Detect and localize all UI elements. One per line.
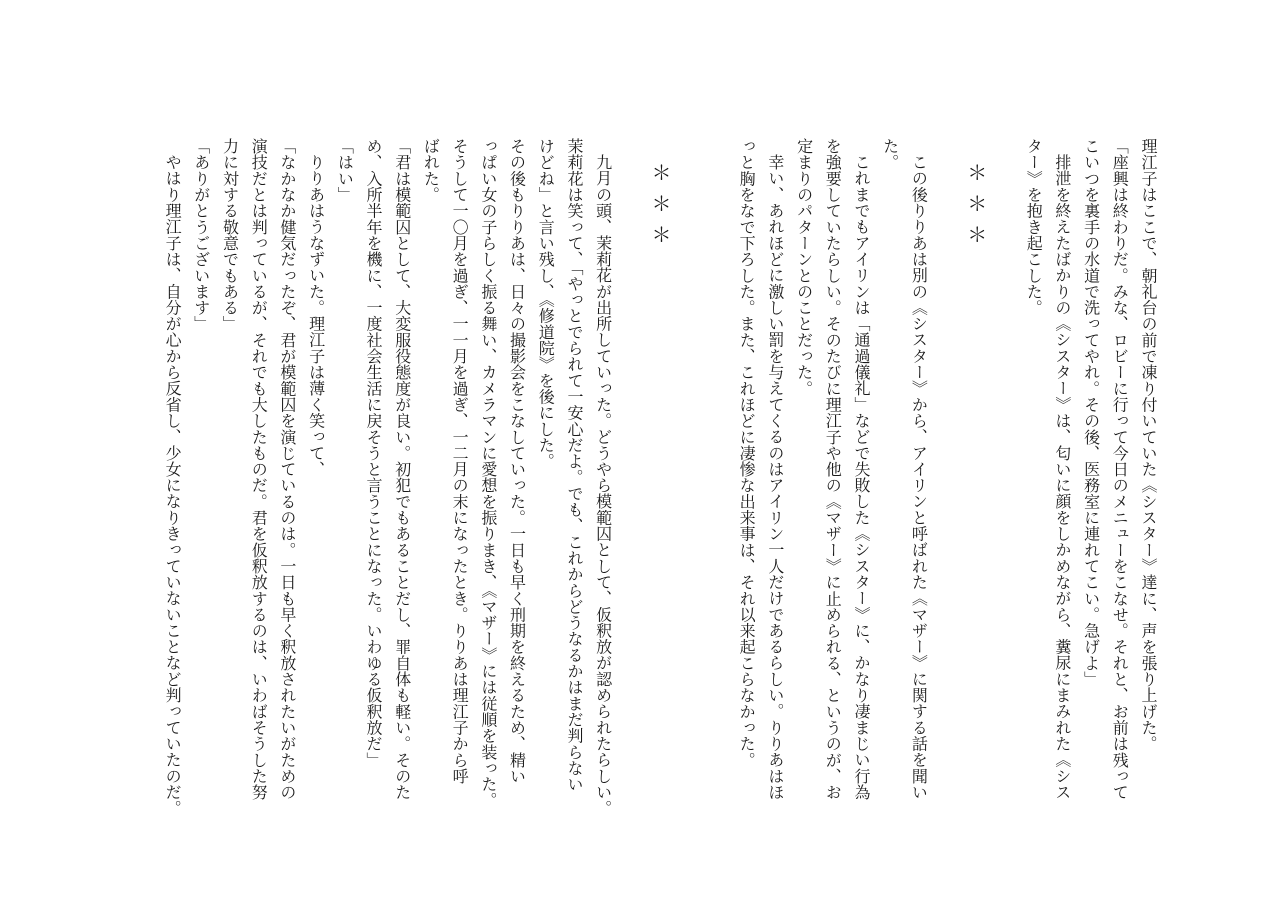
- text-line: この後りりあは別の《シスター》から、アイリンと呼ばれた《マザー》に関する話を聞い: [909, 154, 929, 800]
- section-separator: ＊＊＊: [648, 162, 673, 255]
- text-line: これまでもアイリンは「通過儀礼」などで失敗した《シスター》に、かなり凄まじい行為: [851, 154, 871, 800]
- text-line: その後もりりあは、日々の撮影会をこなしていった。一日も早く刑期を終えるため、精い: [507, 138, 527, 784]
- text-line: た。: [880, 138, 900, 171]
- text-line: 「座興は終わりだ。みな、ロビーに行って今日のメニューをこなせ。それと、お前は残って: [1110, 138, 1130, 801]
- text-line: 幸い、あれほどに激しい罰を与えてくるのはアイリン一人だけであるらしい。りりあはほ: [765, 154, 785, 800]
- text-line: 理江子はここで、朝礼台の前で凍り付いていた《シスター》達に、声を張り上げた。: [1139, 138, 1158, 752]
- vertical-text-body: [157, 138, 1162, 817]
- text-line: こいつを裏手の水道で洗ってやれ。その後、医務室に連れてこい。急げよ」: [1081, 138, 1101, 688]
- text-line: けどね」と言い残し、《修道院》を後にした。: [536, 138, 556, 470]
- text-line: 定まりのパターンとのことだった。: [794, 138, 814, 397]
- text-line: 演技だとは判っているが、それでも大したものだ。君を仮釈放するのは、いわばそうした努: [249, 138, 269, 801]
- text-line: 「君は模範囚として、大変服役態度が良い。初犯でもあることだし、罪自体も軽い。そのた: [392, 138, 412, 801]
- text-line: 茉莉花は笑って、「やっとでられて一安心だよ。でも、これからどうなるかはまだ判らない: [564, 138, 584, 793]
- text-line: ター》を抱き起こした。: [1024, 138, 1044, 316]
- text-line: ばれた。: [421, 138, 441, 203]
- blank-line: [617, 138, 646, 798]
- text-line: りりあはうなずいた。理江子は薄く笑って、: [306, 154, 326, 477]
- text-line: 力に対する敬意でもある」: [220, 138, 240, 332]
- text-line: っぱい女の子らしく振る舞い、カメラマンに愛想を振りまき、《マザー》には従順を装った。: [478, 138, 498, 809]
- text-line: っと胸をなで下ろした。また、これほどに凄惨な出来事は、それ以来起こらなかった。: [737, 138, 757, 768]
- text-line: 「なかなか健気だったぞ、君が模範囚を演じているのは。一日も早く釈放されたいがための: [277, 138, 297, 801]
- text-line: やはり理江子は、自分が心から反省し、少女になりきっていないことなど判っていたのだ。: [163, 154, 183, 817]
- text-line: 「ありがとうございます」: [191, 138, 211, 332]
- text-line: 排泄を終えたばかりの《シスター》は、匂いに顔をしかめながら、糞尿にまみれた《シス: [1052, 154, 1072, 800]
- blank-line: [674, 138, 703, 798]
- text-line: 「はい」: [335, 138, 355, 203]
- blank-line: [932, 138, 961, 798]
- text-line: そうして一〇月を過ぎ、一一月を過ぎ、一二月の末になったとき。りりあは理江子から呼: [450, 138, 470, 784]
- blank-line: [703, 138, 732, 798]
- blank-line: [990, 138, 1019, 798]
- text-line: 九月の頭、茉莉花が出所していった。どうやら模範囚として、仮釈放が認められたらしい。: [593, 154, 613, 817]
- text-line: め、入所半年を機に、一度社会生活に戻そうと言うことになった。いわゆる仮釈放だ」: [364, 138, 384, 768]
- text-line: を強要していたらしい。そのたびに理江子や他の《マザー》に止められる、というのが、お: [823, 138, 843, 801]
- section-separator: ＊＊＊: [963, 162, 988, 255]
